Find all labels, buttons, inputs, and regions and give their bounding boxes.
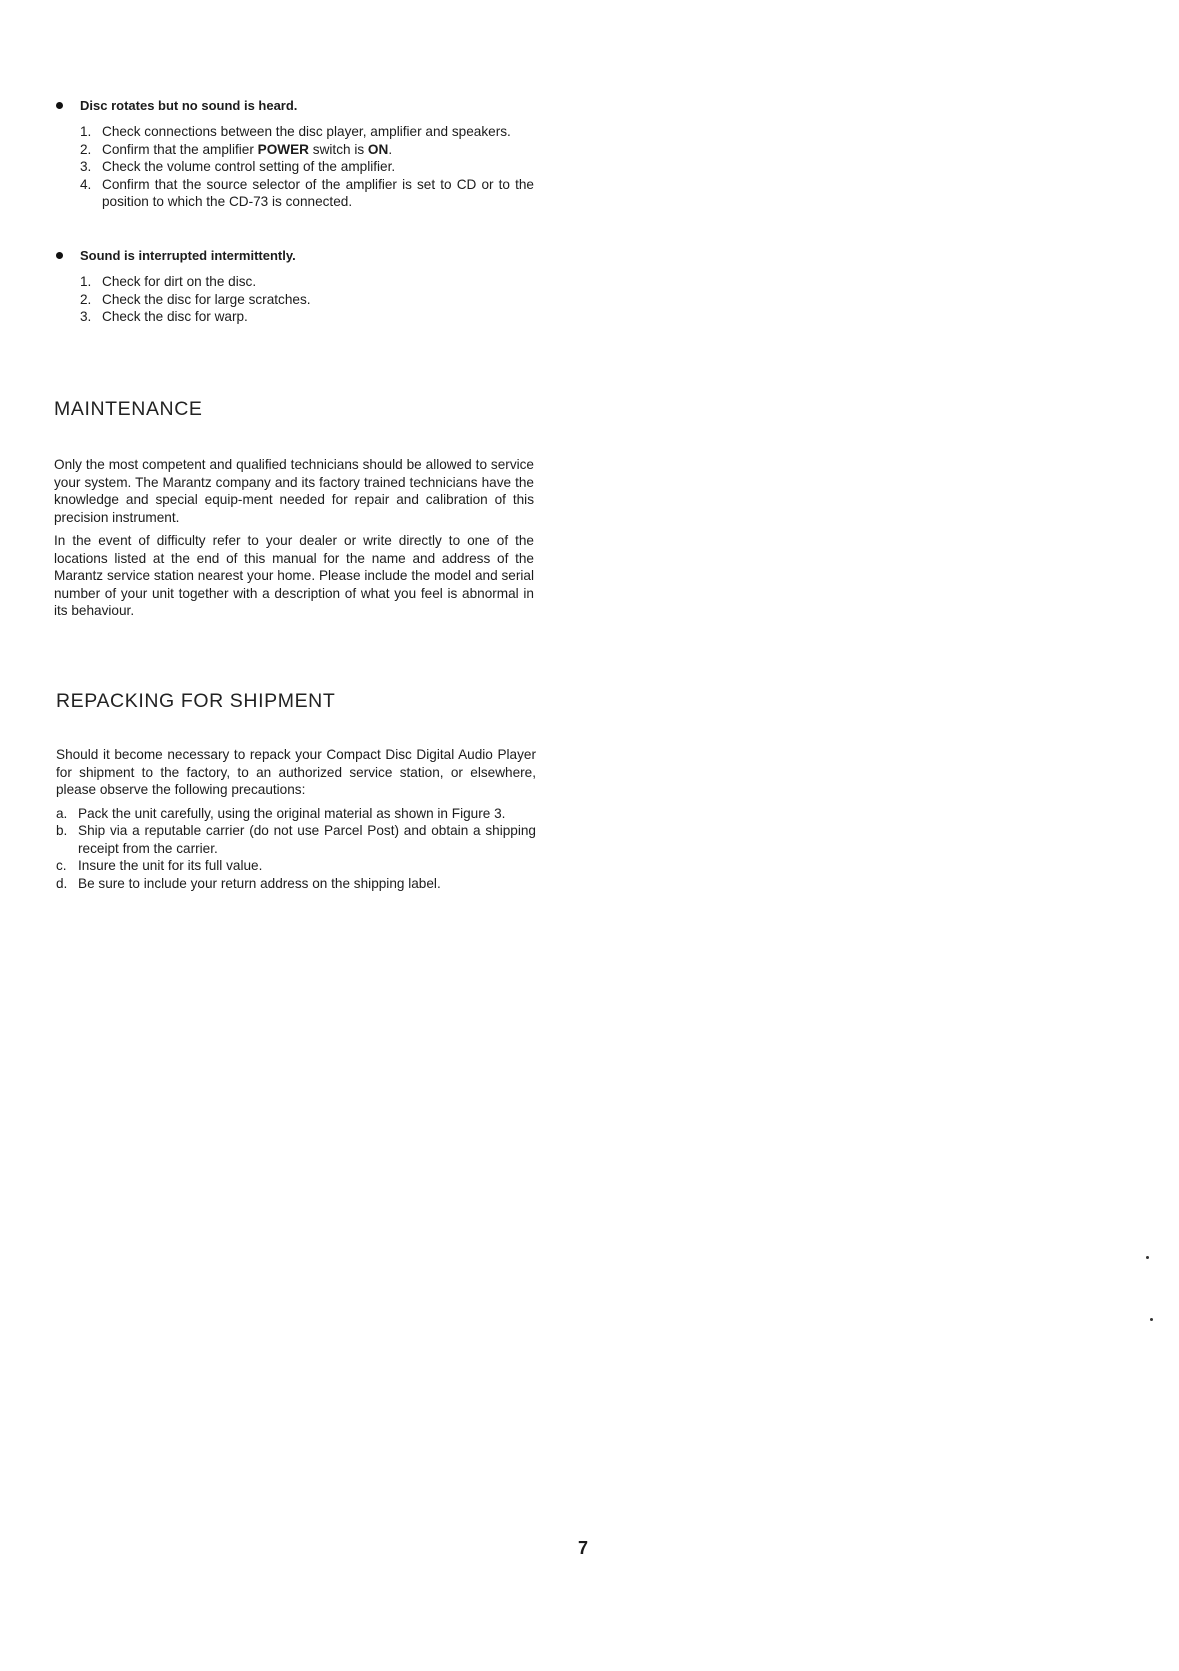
step-list [54,123,534,211]
list-item: 4. Confirm that the source selector of the amplifier is set to CD or to the position to which the CD-73 is connected. [80,176,534,209]
list-item: b. Ship via a reputable carrier (do not use Parcel Post) and obtain a shipping receipt from the carrier. [56,823,536,856]
troubleshoot-group-interrupted [54,248,534,326]
scan-speck [1150,1318,1153,1321]
page-number: 7 [578,1538,589,1558]
bullet-heading: Sound is interrupted intermittently. [54,248,534,263]
repacking-section [56,690,536,713]
list-item: 3. Check the volume control setting of the amplifier. [80,159,396,174]
precaution-list [56,805,536,893]
list-item: 3. Check the disc for warp. [80,309,248,324]
list-item: a. Pack the unit carefully, using the original material as shown in Figure 3. [56,805,506,821]
list-item: d. Be sure to include your return address on the shipping label. [56,875,441,891]
list-item: 1. Check for dirt on the disc. [80,274,257,289]
bullet-icon [56,252,63,259]
power-label: POWER [257,141,309,157]
list-item: 2. Check the disc for large scratches. [80,291,311,307]
maintenance-body [54,456,534,626]
on-label: ON [367,141,389,157]
paragraph: Should it become necessary to repack your Compact Disc Digital Audio Player for shipment to the factory, to an authorized service station, or elsewhere, please observe the following precautions: [56,747,536,797]
list-item: c. Insure the unit for its full value. [56,858,263,873]
section-title: REPACKING FOR SHIPMENT [56,690,336,712]
paragraph: Only the most competent and qualified technicians should be allowed to service your system. The Marantz company and its factory trained technicians have the knowledge and special equip-ment needed for repair and calibration of this precision instrument. [54,457,534,525]
repacking-body [56,746,536,892]
step-list [54,273,534,326]
bullet-icon [56,102,63,109]
bullet-heading: Disc rotates but no sound is heard. [54,98,534,113]
list-item: 2. Confirm that the amplifier POWER switch is ON. [80,141,393,157]
troubleshoot-group-no-sound [54,98,534,211]
list-item: 1. Check connections between the disc player, amplifier and speakers. [80,124,511,139]
maintenance-section [54,398,534,421]
section-title: MAINTENANCE [54,398,203,420]
scan-speck [1146,1256,1149,1259]
paragraph: In the event of difficulty refer to your dealer or write directly to one of the locations listed at the end of this manual for the name and address of the Marantz service station nearest your home. Please include the model and serial number of your unit together with a description of what you feel is abnormal in its behaviour. [54,533,534,618]
